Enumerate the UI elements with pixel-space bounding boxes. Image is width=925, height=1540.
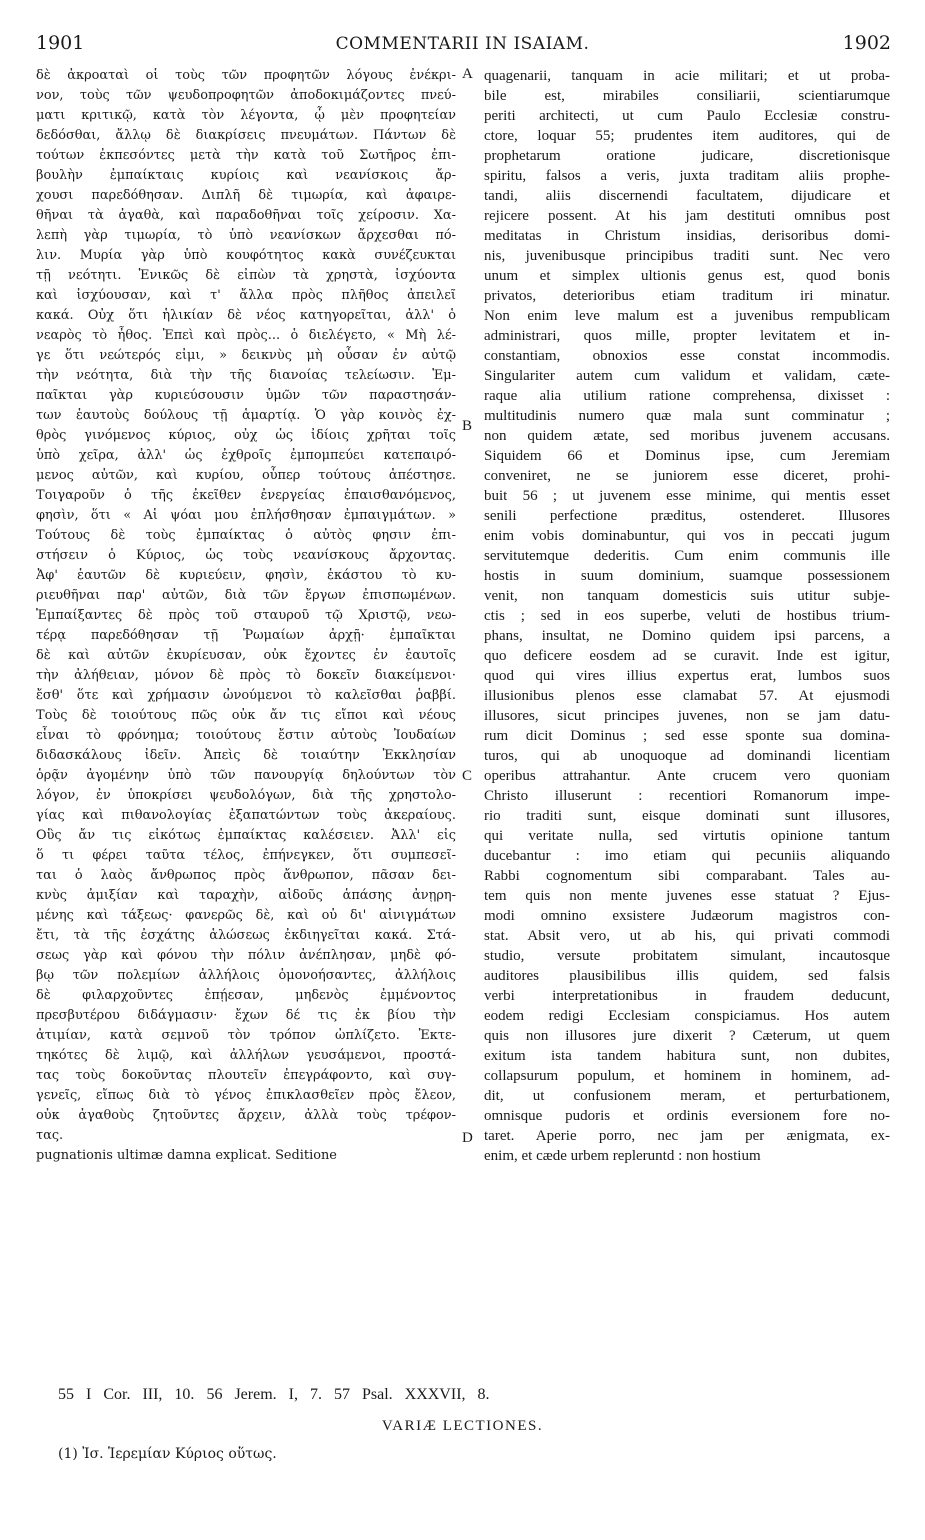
latin-text-line: administrari, quos mille, propter levitatem et in- bbox=[484, 328, 890, 344]
greek-text-line: γε ὅτι νεώτερός εἰμι, » δεικνὺς μὴ οὖσαν ἐν αὐτῷ bbox=[36, 348, 456, 363]
footnote-57: 57 Psal. XXXVII, 8. bbox=[333, 1386, 490, 1403]
latin-text-line: raque alia utilium ratione comprehensa, dixisset : bbox=[484, 388, 890, 404]
latin-text-line: servitutemque dederitis. Cum enim communis ille bbox=[484, 548, 890, 564]
latin-text-line: dit, ut confusionem meram, et perturbationem, bbox=[484, 1088, 890, 1104]
latin-text-line: unum et simplex ultionis genus est, quod bonis bbox=[484, 268, 890, 284]
left-page-number: 1901 bbox=[36, 32, 85, 54]
latin-text-line: rio traditi sunt, eisque dominati sunt illusores, bbox=[484, 808, 890, 824]
latin-text-line: ctore, loquar 55; prudentes item auditores, qui de bbox=[484, 128, 890, 144]
greek-text-line: Ἐμπαίξαντες δὲ πρὸς τοῦ σταυροῦ τῷ Χριστῷ, νεω- bbox=[36, 608, 456, 623]
greek-text-line: δεδόσθαι, ἄλλῳ δὲ διακρίσεις πνευμάτων. Πάντων δὲ bbox=[36, 128, 456, 143]
greek-text-line: πρεσβυτέρου διδάγμασιν· ἔχων δέ τις ἐκ βίου τὴν bbox=[36, 1008, 456, 1023]
greek-text-line: φησὶν, ὅτι « Αἱ ψόαι μου ἐπλήσθησαν ἐμπαιγμάτων. » bbox=[36, 508, 456, 523]
greek-text-line: ριευθῆναι παρ' αὐτῶν, διὰ τῶν ἔργων ἐπισπωμένων. bbox=[36, 588, 456, 603]
running-header bbox=[30, 32, 895, 62]
right-page-number: 1902 bbox=[842, 32, 891, 54]
latin-text-line: quo deficere eosdem ad se curavit. Inde est igitur, bbox=[484, 648, 890, 664]
latin-text-line: taret. Aperie porro, nec jam per ænigmata, ex- bbox=[484, 1128, 890, 1144]
greek-text-line: τέρᾳ παρεδόθησαν τῇ Ῥωμαίων ἀρχῇ· ἐμπαῖκται bbox=[36, 628, 456, 643]
greek-text-line: Τούτους δὲ τοὺς ἐμπαίκτας ὁ αὐτὸς φησιν ἐπι- bbox=[36, 528, 456, 543]
greek-text-line: ἔσθ' ὅτε καὶ χρήμασιν ὠνούμενοι τὸ καλεῖσθαι ῥαββί. bbox=[36, 688, 456, 703]
greek-text-line: των ἑαυτοὺς δούλους τῇ ἁμαρτίᾳ. Ὁ γὰρ κοινὸς ἐχ- bbox=[36, 408, 456, 423]
greek-text-line: pugnationis ultimæ damna explicat. Seditione bbox=[36, 1148, 337, 1163]
latin-text-line: rum dicit Dominus ; sed esse sponte sua domina- bbox=[484, 728, 890, 744]
footnotes bbox=[58, 1386, 490, 1404]
greek-column bbox=[36, 66, 456, 1166]
greek-text-line: εἶναι τὸ φρόνημα; τοιούτους ἔστιν αὐτοὺς Ἰουδαίων bbox=[36, 728, 456, 743]
greek-text-line: τὴν ἀλήθειαν, μόνον δὲ πρὸς τὸ δοκεῖν διακείμενοι· bbox=[36, 668, 456, 683]
latin-column bbox=[484, 66, 890, 1166]
greek-text-line: γενεῖς, εἴπως διὰ τὸ γένος ἐπικλασθεῖεν πρὸς ἔλεον, bbox=[36, 1088, 456, 1103]
latin-text-line: senili perfectione præditus, ostenderet. Illusores bbox=[484, 508, 890, 524]
greek-text-line: θρὸς γινόμενος κύριος, οὐχ ὡς ἰδίοις χρῆται τοῖς bbox=[36, 428, 456, 443]
latin-text-line: auditores plausibilibus illis quidem, sed falsis bbox=[484, 968, 890, 984]
greek-text-line: νεαρὸς τὸ ἦθος. Ἐπεὶ καὶ πρὸς... ὁ διελέγετο, « Μὴ λέ- bbox=[36, 328, 456, 343]
greek-text-line: Τοιγαροῦν ὁ τῆς ἐκεῖθεν ἐνεργείας ἐπαισθανόμενος, bbox=[36, 488, 456, 503]
greek-text-line: τας. bbox=[36, 1128, 64, 1143]
greek-text-line: ὑπὸ χεῖρα, ἀλλ' ὡς ἐχθροῖς ἐμπομπεύει κατεπαιρό- bbox=[36, 448, 456, 463]
greek-text-line: διδασκάλους ἰδεῖν. Ἀπεὶς δὲ τοιαύτην Ἐκκλησίαν bbox=[36, 748, 456, 763]
greek-text-line: δὲ ἀκροαταὶ οἱ τοὺς τῶν προφητῶν λόγους ἐνέκρι- bbox=[36, 68, 456, 83]
greek-text-line: τας τοὺς δοκοῦντας πλουτεῖν ἐπεγράφοντο, καὶ συγ- bbox=[36, 1068, 456, 1083]
greek-text-line: ἀτιμίαν, κατὰ σεμνοῦ τὸν τρόπον ὠπλίζετο. Ἐκτε- bbox=[36, 1028, 456, 1043]
latin-text-line: ctis ; sed in eos superbe, veluti de hostibus trium- bbox=[484, 608, 890, 624]
running-title: COMMENTARII IN ISAIAM. bbox=[335, 34, 590, 54]
latin-text-line: studio, versute probitatem simulant, incautosque bbox=[484, 948, 890, 964]
latin-text-line: rejicere possent. At his jam destituti omnibus post bbox=[484, 208, 890, 224]
latin-text-line: enim vobis dominabuntur, qui vos in peccati jugum bbox=[484, 528, 890, 544]
latin-text-line: eodem redigi Ecclesiam conspiciamus. Hos autem bbox=[484, 1008, 890, 1024]
greek-text-line: τὴν νεότητα, διὰ τὴν τῆς διανοίας τελείωσιν. Ἐμ- bbox=[36, 368, 456, 383]
latin-text-line: operibus attrahantur. Ante crucem vero quoniam bbox=[484, 768, 890, 784]
latin-text-line: quod qui vires illius expertus erat, lumbos suos bbox=[484, 668, 890, 684]
greek-text-line: ὁρᾷν ἀγομένην ὑπὸ τῶν πανουργίᾳ δηλούντων τὸν bbox=[36, 768, 456, 783]
latin-text-line: multitudinis numero quæ mala sunt comminatur ; bbox=[484, 408, 890, 424]
latin-text-line: conveniret, ne se juniorem esse diceret, prohi- bbox=[484, 468, 890, 484]
latin-text-line: ducebantur : imo etiam qui pecuniis aliquando bbox=[484, 848, 890, 864]
latin-text-line: quis non illusores jure dixerit ? Cæterum, ut quem bbox=[484, 1028, 890, 1044]
greek-text-line: σεως γὰρ καὶ φόνου τὴν πόλιν ἀνέπλησαν, μηδὲ φό- bbox=[36, 948, 456, 963]
latin-text-line: nis, juvenibusque principibus traditi sunt. Nec vero bbox=[484, 248, 890, 264]
footnote-55: 55 I Cor. III, 10. bbox=[58, 1386, 195, 1403]
latin-text-line: tandi, aliis discernendi facultatem, dijudicare et bbox=[484, 188, 890, 204]
latin-text-line: prophetarum oratione judicare, discretionisque bbox=[484, 148, 890, 164]
greek-text-line: βουλὴν ἐμπαίκταις κυρίοις καὶ νεανίσκοις ἄρ- bbox=[36, 168, 456, 183]
latin-text-line: enim, et cæde urbem repleruntd : non hostium bbox=[484, 1148, 761, 1164]
latin-text-line: modi omnino exsistere Judæorum magistros con- bbox=[484, 908, 890, 924]
latin-text-line: Singulariter autem cum validum et validam, cæte- bbox=[484, 368, 890, 384]
greek-text-line: οὐκ ἀγαθοὺς ζητοῦντες ἄρχειν, ἀλλὰ τοὺς τρέφον- bbox=[36, 1108, 456, 1123]
greek-text-line: μένης καὶ τάξεως· φανερῶς δὲ, καὶ οὐ δι' αἰνιγμάτων bbox=[36, 908, 456, 923]
greek-text-line: Οὓς ἄν τις εἰκότως ἐμπαίκτας καλέσειεν. Ἀλλ' εἰς bbox=[36, 828, 456, 843]
latin-text-line: qui veritate nulla, sed virtutis opinione tantum bbox=[484, 828, 890, 844]
greek-text-line: παῖκται γὰρ κυριεύσουσιν ὑμῶν τῶν παραστησάν- bbox=[36, 388, 456, 403]
greek-text-line: νον, τοὺς τῶν ψευδοπροφητῶν ἀποδοκιμάζοντες πνεύ- bbox=[36, 88, 456, 103]
latin-text-line: phans, insultat, ne Domino quidem ipsi parcens, a bbox=[484, 628, 890, 644]
greek-text-line: λιν. Μυρία γὰρ ὑπὸ κουφότητος κακὰ συνέζευκται bbox=[36, 248, 456, 263]
margin-letter-d: D bbox=[462, 1130, 473, 1146]
latin-text-line: privatos, deterioribus etiam traditum iri minatur. bbox=[484, 288, 890, 304]
greek-text-line: δὲ φιλαρχοῦντες ἐπῄεσαν, μηδενὸς ἐμμένοντος bbox=[36, 988, 456, 1003]
greek-text-line: χουσι παρεδόθησαν. Διπλῆ δὲ τιμωρία, καὶ ἀφαιρε- bbox=[36, 188, 456, 203]
latin-text-line: stat. Absit vero, ut ab his, qui privati commodi bbox=[484, 928, 890, 944]
latin-text-line: collapsurum populum, et hominem in hominem, ad- bbox=[484, 1068, 890, 1084]
latin-text-line: spiritu, falsos a veris, juxta traditam aliis prophe- bbox=[484, 168, 890, 184]
greek-text-line: τῇ νεότητι. Ἑνικῶς δὲ εἰπὼν τὰ χρηστὰ, ἰσχύοντα bbox=[36, 268, 456, 283]
margin-letter-c: C bbox=[462, 768, 473, 784]
greek-text-line: βῳ τῶν πολεμίων ἀλλήλοις ὁμονοήσαντες, ἀλλήλοις bbox=[36, 968, 456, 983]
greek-text-line: στήσειν ὁ Κύριος, ὡς τοὺς νεανίσκους ἄρχοντας. bbox=[36, 548, 456, 563]
footnote-56: 56 Jerem. I, 7. bbox=[206, 1386, 322, 1403]
greek-text-line: Τοὺς δὲ τοιούτους πῶς οὐκ ἄν τις εἴποι καὶ νέους bbox=[36, 708, 456, 723]
latin-text-line: buit 56 ; ut juvenem esse minime, qui mentis esset bbox=[484, 488, 890, 504]
variae-lectiones-text: (1) Ἰσ. Ἱερεμίαν Κύριος οὕτως. bbox=[58, 1446, 277, 1462]
latin-text-line: meditatas in Christum insidias, derisoribus domi- bbox=[484, 228, 890, 244]
greek-text-line: ἔτι, τὰ τῆς ἐσχάτης ἁλώσεως ἐκδιηγεῖται κακά. Στά- bbox=[36, 928, 456, 943]
latin-text-line: verbi interpretationibus in fraudem deducunt, bbox=[484, 988, 890, 1004]
greek-text-line: ματι κριτικῷ, κατὰ τὸν λέγοντα, ᾧ μὲν προφητείαν bbox=[36, 108, 456, 123]
latin-text-line: Non enim leve malum est a juvenibus rempublicam bbox=[484, 308, 890, 324]
greek-text-line: καὶ ἰσχύουσαν, καὶ τ' ἄλλα πρὸς πλῆθος ἀπειλεῖ bbox=[36, 288, 456, 303]
latin-text-line: Rabbi cognomentum sibi comparabant. Tales au- bbox=[484, 868, 890, 884]
latin-text-line: non quidem ætate, sed moribus juvenem accusans. bbox=[484, 428, 890, 444]
greek-text-line: μενος αὐτῶν, καὶ κυρίου, οὗπερ τούτους ἀπέστησε. bbox=[36, 468, 456, 483]
latin-text-line: hostis in suum dominium, suamque possessionem bbox=[484, 568, 890, 584]
variae-lectiones-heading: VARIÆ LECTIONES. bbox=[381, 1418, 544, 1434]
greek-text-line: τούτων ἐκπεσόντες μετὰ τὴν κατὰ τοῦ Σωτῆρος ἐπι- bbox=[36, 148, 456, 163]
greek-text-line: κακά. Οὐχ ὅτι ἡλικίαν δὲ νέος κατηγορεῖται, ἀλλ' ὁ bbox=[36, 308, 456, 323]
greek-text-line: ται ὁ λαὸς ἄνθρωπος πρὸς ἄνθρωπον, πᾶσαν δει- bbox=[36, 868, 456, 883]
greek-text-line: ὅ τι φέρει ταῦτα τέλος, ἐπήνεγκεν, ὅτι συμπεσεῖ- bbox=[36, 848, 456, 863]
latin-text-line: exitum ista tandem habitura sunt, non dubites, bbox=[484, 1048, 890, 1064]
greek-text-line: τηκότες δὲ λιμῷ, καὶ ἀλλήλων γευσάμενοι, προστά- bbox=[36, 1048, 456, 1063]
margin-letter-b: B bbox=[462, 418, 473, 434]
greek-text-line: γίας καὶ πιθανολογίας ἐξαπατώντων τοὺς ἀκεραίους. bbox=[36, 808, 456, 823]
greek-text-line: κνὺς ἀμιξίαν καὶ ταραχὴν, αἰδοῦς ἁπάσης ἀνῃρη- bbox=[36, 888, 456, 903]
latin-text-line: Siquidem 66 et Dominus ipse, cum Jeremiam bbox=[484, 448, 890, 464]
latin-text-line: periti architecti, ut cum Paulo Ecclesiæ constru- bbox=[484, 108, 890, 124]
latin-text-line: quagenarii, tanquam in acie militari; et ut proba- bbox=[484, 68, 890, 84]
latin-text-line: Christo illuserunt : recentiori Romanorum impe- bbox=[484, 788, 890, 804]
latin-text-line: illusores, sicut principes juvenes, non se jam datu- bbox=[484, 708, 890, 724]
latin-text-line: tem quis non mente juvenes esse statuat ? Ejus- bbox=[484, 888, 890, 904]
greek-text-line: λόγον, ἐν ὑποκρίσει ψευδολόγων, διὰ τῆς χρηστολο- bbox=[36, 788, 456, 803]
latin-text-line: illusionibus plenos esse clamabat 57. At ejusmodi bbox=[484, 688, 890, 704]
latin-text-line: turos, qui ab unoquoque ad dominandi licentiam bbox=[484, 748, 890, 764]
greek-text-line: δὲ καὶ αὐτῶν ἐκυρίευσαν, οὐκ ἔχοντες ἐν ἑαυτοῖς bbox=[36, 648, 456, 663]
margin-letter-a: A bbox=[462, 66, 473, 82]
latin-text-line: constantiam, obnoxios esse constat incommodis. bbox=[484, 348, 890, 364]
greek-text-line: λεπὴ γὰρ τιμωρία, τὸ ὑπὸ νεανίσκων ἄρχεσθαι πό- bbox=[36, 228, 456, 243]
latin-text-line: omnisque pudoris et ordinis eversionem fore no- bbox=[484, 1108, 890, 1124]
greek-text-line: θῆναι τὰ ἀγαθὰ, καὶ παραδοθῆναι τοῖς χείροσιν. Χα- bbox=[36, 208, 456, 223]
greek-text-line: Ἀφ' ἑαυτῶν δὲ κυριεύειν, φησὶν, ἑκάστου τὸ κυ- bbox=[36, 568, 456, 583]
latin-text-line: venit, non tanquam domesticis suis utitur subje- bbox=[484, 588, 890, 604]
latin-text-line: bile est, mirabiles consiliarii, scientiarumque bbox=[484, 88, 890, 104]
